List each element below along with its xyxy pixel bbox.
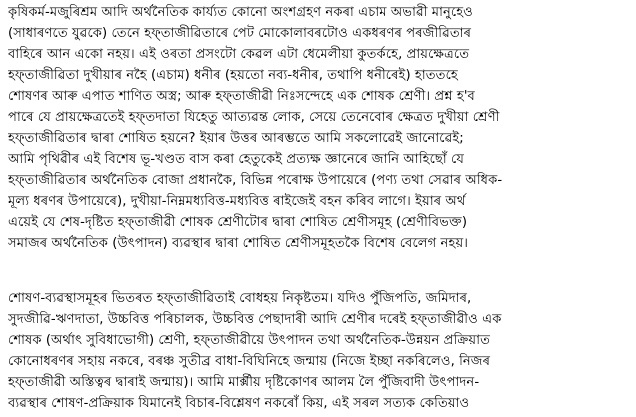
text-line: ব্যৱস্থাৰ শোষণ-প্ৰক্ৰিয়াক যিমানেই বিচাৰ-বিশ্লেষণ নকৰোঁ কিয়, এই সৰল সত্যক কেতিয়াও [8, 396, 470, 411]
paragraph-1 [8, 2, 632, 254]
text-line: (সাধাৰণতে যুৱকে) তেনে হফ্তাজীৱিতাৰে পেট মোকোলাবৰটোও একধৰণৰ পৰজীৱিতাৰ [8, 26, 472, 41]
text-line: হফ্তাজীৱিতা দুখীয়াৰ নহৈ (এচাম) ধনীৰ (হয়তো নব্য-ধনীৰ, তথাপি ধনীৰেই) হাততহে [8, 68, 458, 83]
text-line: আমি পৃথিৱীৰ এই বিশেষ ভূ-খণ্ডত বাস কৰা হেতুকেই প্ৰত্যক্ষ জ্ঞানেৰে জানি আহিছোঁ যে [8, 152, 464, 167]
text-line: শোষক (অৰ্থাৎ সুবিধাভোগী) শ্ৰেণী, হফ্তাজীৱীয়ে উৎপাদন তথা অৰ্থনৈতিক-উন্নয়ন প্ৰক্ৰিয়াত [8, 333, 491, 348]
text-line: হফ্তাজীৱিতাৰ অৰ্থনৈতিক বোজা প্ৰধানকৈ, বিভিন্ন পৰোক্ষ উপায়েৰে (পণ্য তথা সেৱাৰ অধিক- [8, 173, 503, 188]
text-line: সুদজীৱি-ঋণদাতা, উচ্চবিত্ত পৰিচালক, উচ্চবিত্ত পেছাদাৰী আদি শ্ৰেণীৰ দৰেই হফ্তাজীৱীও এক [8, 312, 502, 327]
paragraph-2 [8, 288, 632, 414]
text-line: এয়েই যে শেষ-দৃষ্টিত হফ্তাজীৱী শোষক শ্ৰেণীটোৰ দ্বাৰা শোষিত শ্ৰেণীসমূহ (শ্ৰেণীবিভক্ত) [8, 215, 468, 230]
text-line: মূল্য ধৰণৰ উপায়েৰে), দুখীয়া-নিম্নমধ্যবিত্ত-মধ্যবিত্ত ৰাইজেই বহন কৰিব লাগে। ইয়াৰ অৰ্থ [8, 194, 466, 209]
text-line: শোষণ-ব্যৱস্থাসমূহৰ ভিতৰত হফ্তাজীৱিতাই বোধহয় নিকৃষ্টতম। যদিও পুঁজিপতি, জমিদাৰ, [8, 291, 472, 306]
text-line: কোনোধৰণৰ সহায় নকৰে, বৰঞ্চ সুতীব্ৰ বাধা-বিঘিনিহে জন্মায় (নিজে ইচ্ছা নকৰিলেও, নিজৰ [8, 354, 491, 369]
text-line: হফ্তাজীৱী অস্তিত্বৰ দ্বাৰাই জন্মায়)। আমি মাৰ্ক্সীয় দৃষ্টিকোণৰ আলম লৈ পুঁজিবাদী উৎপাদন- [8, 375, 480, 390]
text-line: কৃষিকৰ্ম-মজুৰিশ্ৰম আদি অৰ্থনৈতিক কাৰ্য্যত কোনো অংশগ্ৰহণ নকৰা এচাম অভাৱী মানুহেও [8, 5, 473, 20]
text-line: শোষণৰ আৰু এপাত শাণিত অস্ত্ৰ; আৰু হফ্তাজীৱী নিঃসন্দেহে এক শোষক শ্ৰেণী। প্ৰশ্ন হ'ব [8, 89, 475, 104]
text-line: বাহিৰে আন একো নহয়। এই ওৰতা প্ৰসংটো কেৱল এটা ধেমেলীয়া কুতৰ্কহে, প্ৰায়ক্ষেত্ৰতে [8, 47, 470, 62]
text-line: হফ্তাজীৱিতাৰ দ্বাৰা শোষিত হয়নে? ইয়াৰ উত্তৰ আৰম্ভতে আমি সকলোৱেই জানোৱেই; [8, 131, 464, 146]
text-line: সমাজৰ অৰ্থনৈতিক (উৎপাদন) ব্যৱস্থাৰ দ্বাৰা শোষিত শ্ৰেণীসমূহতকৈ বিশেষ বেলেগ নহয়। [8, 236, 469, 251]
text-line: পাৰে যে প্ৰায়ক্ষেত্ৰতেই হফ্তদাতা যিহেতু আত্যৱন্ত লোক, সেয়ে তেনেবোৰ ক্ষেত্ৰত দুখীয়া শ্ৰেণী [8, 110, 500, 125]
